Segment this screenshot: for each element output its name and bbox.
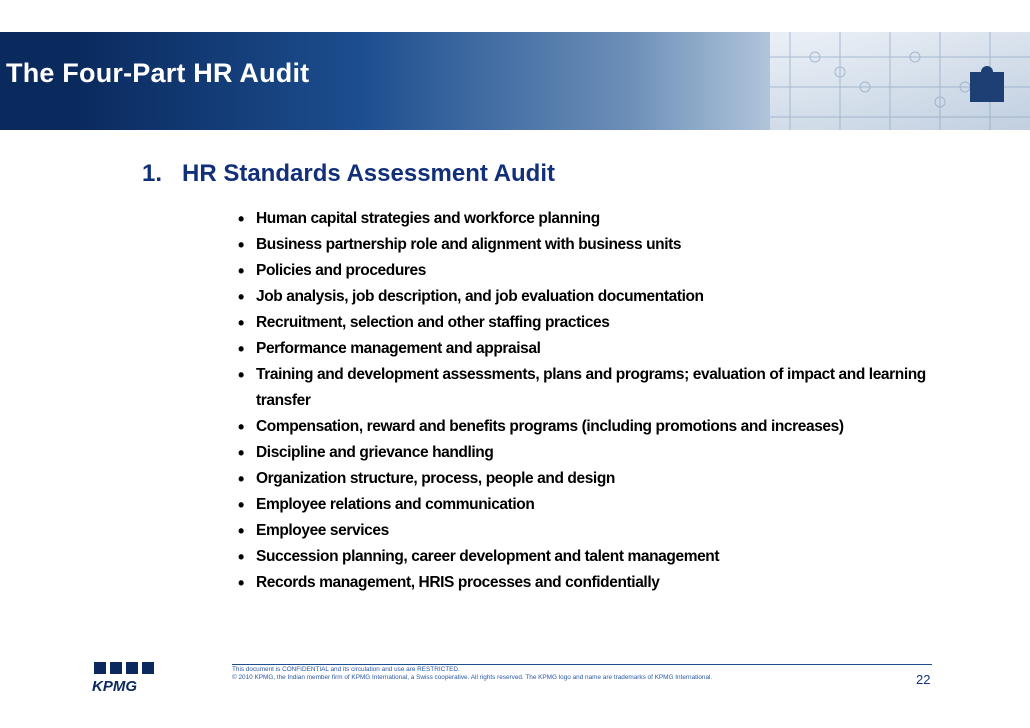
bullet-icon: • (238, 443, 244, 463)
bullet-icon: • (238, 417, 244, 437)
bullet-icon: • (238, 339, 244, 359)
bullet-icon: • (238, 521, 244, 541)
list-item: • Policies and procedures (238, 258, 938, 284)
footer-disclaimer (232, 666, 882, 682)
list-item: • Organization structure, process, people and design (238, 466, 938, 492)
list-item: • Human capital strategies and workforce planning (238, 206, 938, 232)
bullet-icon: • (238, 573, 244, 593)
audit-items-list (238, 206, 938, 596)
bullet-icon: • (238, 547, 244, 567)
list-item: • Performance management and appraisal (238, 336, 938, 362)
list-item: • Discipline and grievance handling (238, 440, 938, 466)
bullet-icon: • (238, 469, 244, 489)
section-number: 1. (142, 160, 163, 187)
list-item: • Succession planning, career development and talent management (238, 544, 938, 570)
list-item: • Employee relations and communication (238, 492, 938, 518)
bullet-icon: • (238, 261, 244, 281)
list-item: • Recruitment, selection and other staffing practices (238, 310, 938, 336)
footer-line-1: This document is CONFIDENTIAL and its circulation and use are RESTRICTED. (232, 666, 460, 673)
list-item: • Training and development assessments, plans and programs; evaluation of impact and learning transfer (238, 362, 938, 414)
page-number: 22 (916, 672, 931, 687)
kpmg-logo (92, 660, 162, 696)
bullet-icon: • (238, 495, 244, 515)
section-heading-text: HR Standards Assessment Audit (182, 160, 555, 187)
list-item: • Job analysis, job description, and job evaluation documentation (238, 284, 938, 310)
bullet-icon: • (238, 287, 244, 307)
bullet-icon: • (238, 365, 244, 385)
bullet-icon: • (238, 209, 244, 229)
section-heading (142, 160, 555, 188)
footer-divider (232, 664, 932, 665)
logo-text: KPMG (92, 678, 137, 695)
page-title: The Four-Part HR Audit (6, 58, 310, 88)
bullet-icon: • (238, 235, 244, 255)
list-item: • Business partnership role and alignment with business units (238, 232, 938, 258)
bullet-icon: • (238, 313, 244, 333)
list-item: • Compensation, reward and benefits programs (including promotions and increases) (238, 414, 938, 440)
list-item: • Records management, HRIS processes and confidentially (238, 570, 938, 596)
list-item: • Employee services (238, 518, 938, 544)
footer-line-2: © 2010 KPMG, the Indian member firm of KPMG International, a Swiss cooperative. All rights reserved. The KPMG logo and name are trademarks of KPMG International. (232, 674, 713, 681)
puzzle-image (770, 32, 1030, 130)
